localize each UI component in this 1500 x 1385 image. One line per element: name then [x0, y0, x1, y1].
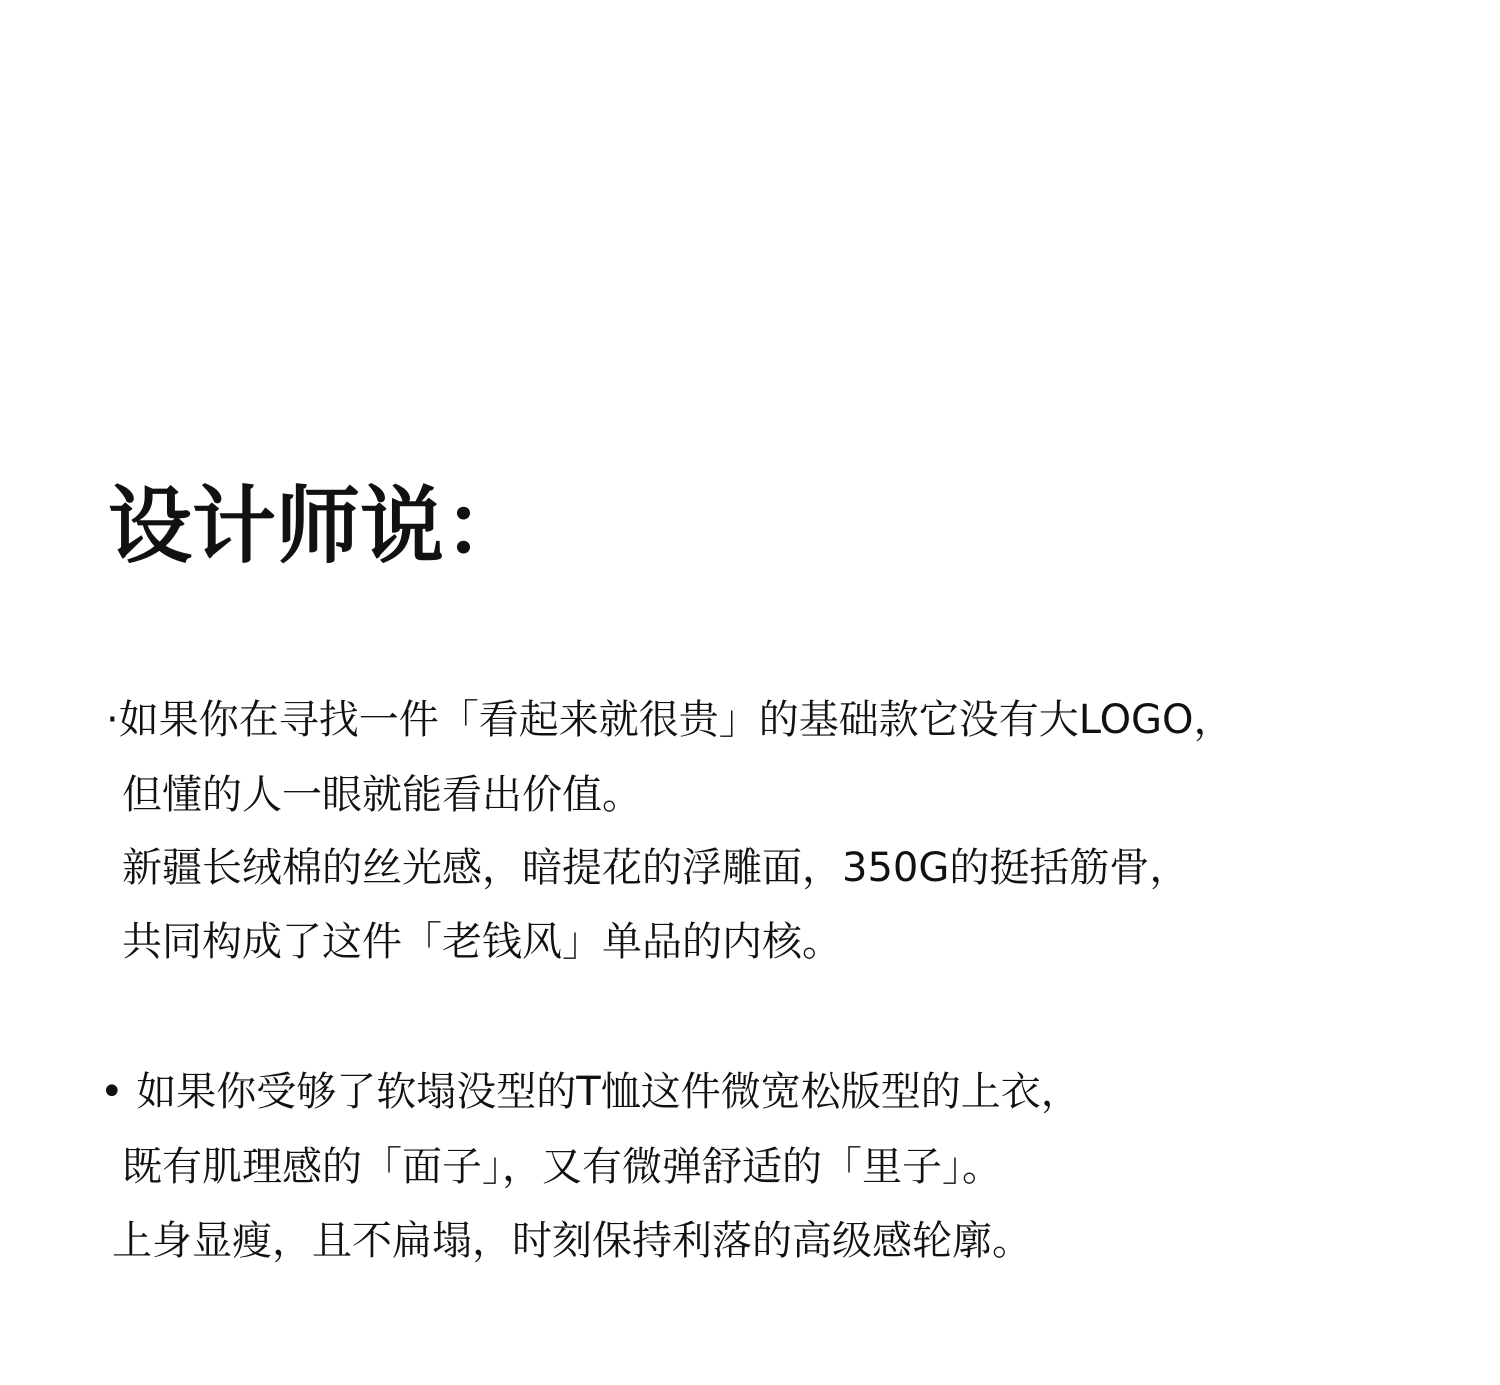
paragraph-1-line-1-text: 如果你在寻找一件「看起来就很贵」的基础款它没有大LOGO， — [118, 697, 1234, 743]
paragraph-1-line-3: 新疆长绒棉的丝光感，暗提花的浮雕面，350G的挺括筋骨， — [122, 845, 1190, 891]
designer-says-title: 设计师说： — [108, 477, 529, 575]
paragraph-1-line-4: 共同构成了这件「老钱风」单品的内核。 — [122, 919, 842, 965]
paragraph-1-line-1 — [106, 698, 1234, 742]
paragraph-2-line-1 — [100, 1070, 1081, 1114]
bullet-dot: • — [100, 1069, 124, 1115]
paragraph-2-line-1-text: 如果你受够了软塌没型的T恤这件微宽松版型的上衣， — [136, 1069, 1081, 1115]
paragraph-1-line-2: 但懂的人一眼就能看出价值。 — [122, 772, 642, 818]
bullet-dot: · — [106, 697, 119, 743]
paragraph-2-line-3: 上身显瘦，且不扁塌，时刻保持利落的高级感轮廓。 — [112, 1218, 1032, 1264]
paragraph-2-line-2: 既有肌理感的「面子」，又有微弹舒适的「里子」。 — [122, 1144, 1002, 1190]
